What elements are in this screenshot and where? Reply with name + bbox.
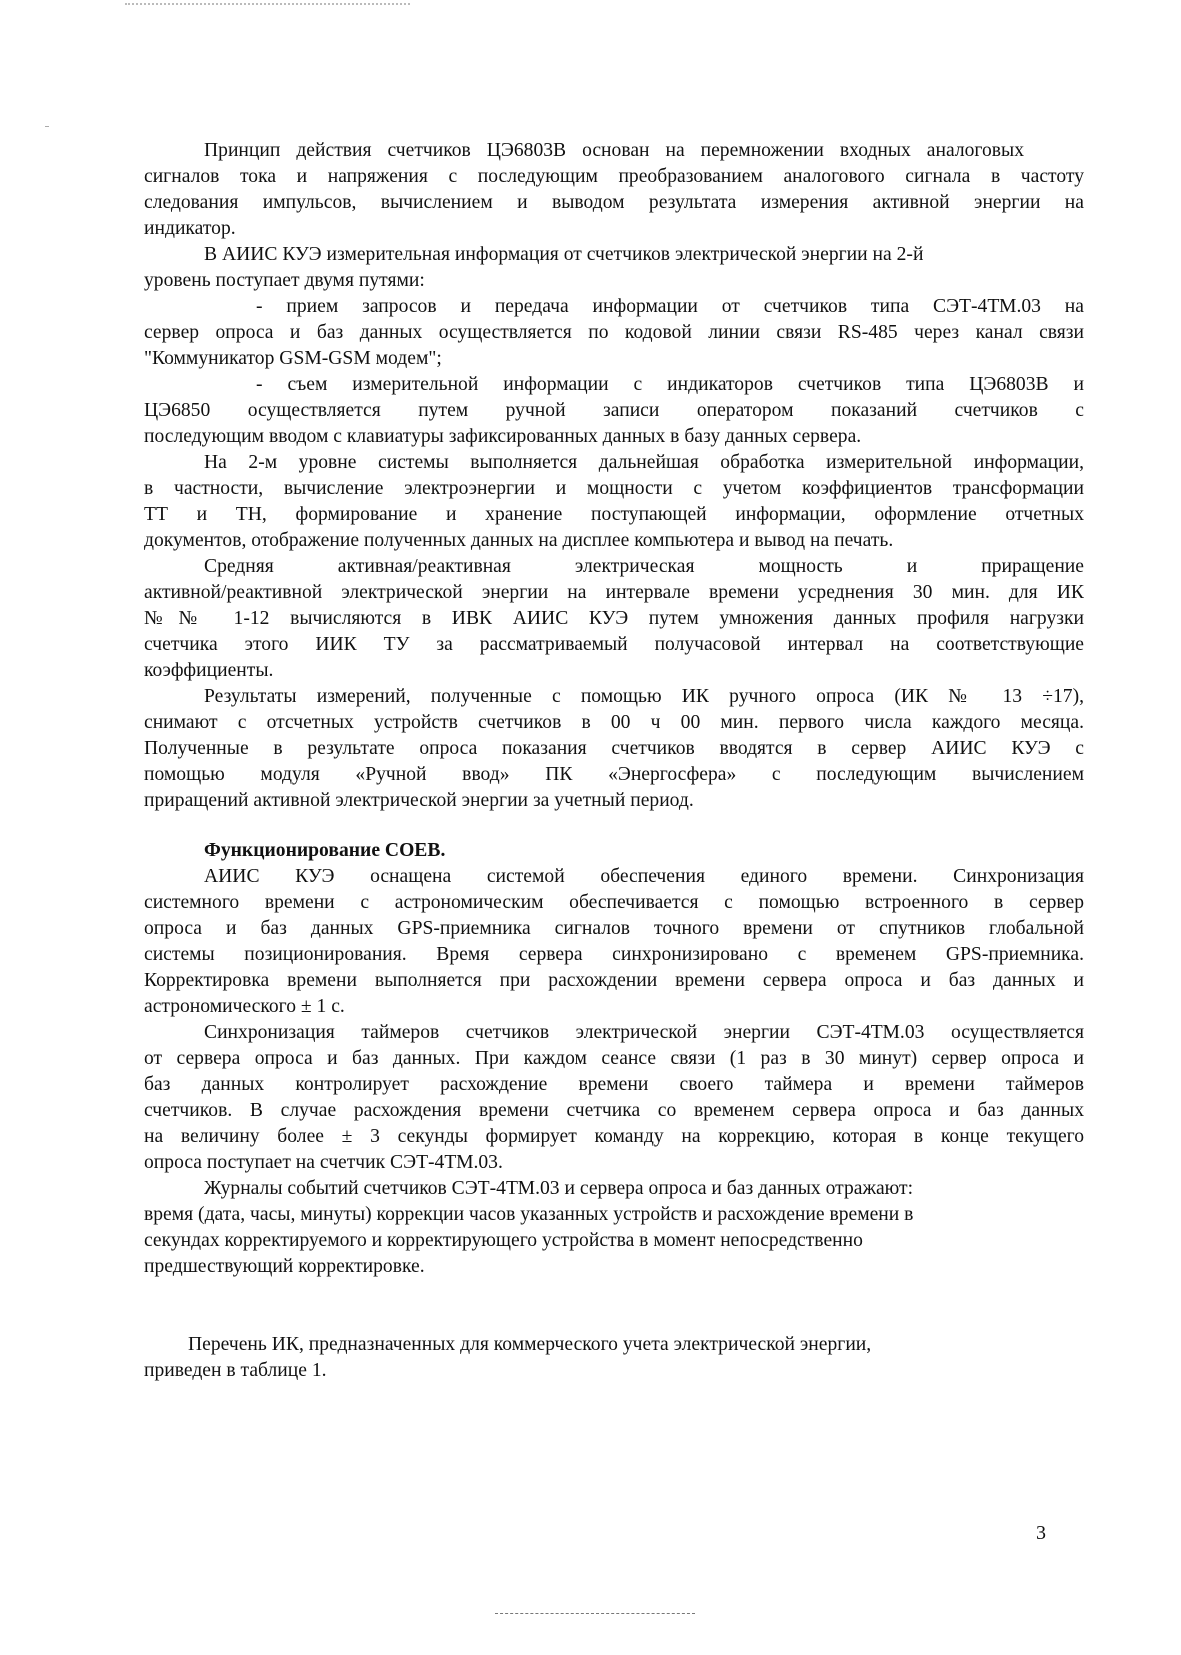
text-line: предшествующий корректировке. xyxy=(144,1256,425,1277)
text-line: последующим вводом с клавиатуры зафиксированных данных в базу данных сервера. xyxy=(144,426,862,447)
text-line: в частности, вычисление электроэнергии и мощности с учетом коэффициентов трансформации xyxy=(144,478,1084,499)
scan-artifact-top xyxy=(125,3,410,7)
text-line: сигналов тока и напряжения с последующим преобразованием аналогового сигнала в частоту xyxy=(144,166,1084,187)
page-number: 3 xyxy=(1036,1522,1046,1544)
text-line: счетчиков. В случае расхождения времени счетчика со временем сервера опроса и баз данных xyxy=(144,1100,1084,1121)
text-line: "Коммуникатор GSM-GSM модем"; xyxy=(144,348,442,369)
text-line: приведен в таблице 1. xyxy=(144,1360,327,1381)
section-heading: Функционирование СОЕВ. xyxy=(204,840,446,861)
text-line: опроса и баз данных GPS-приемника сигналов точного времени от спутников глобальной xyxy=(144,918,1084,939)
text-line: Синхронизация таймеров счетчиков электрической энергии СЭТ-4ТМ.03 осуществляется xyxy=(204,1022,1084,1043)
text-line: секундах корректируемого и корректирующего устройства в момент непосредственно xyxy=(144,1230,863,1251)
text-line: снимают с отсчетных устройств счетчиков в 00 ч 00 мин. первого числа каждого месяца. xyxy=(144,712,1084,733)
text-line: На 2-м уровне системы выполняется дальнейшая обработка измерительной информации, xyxy=(204,452,1084,473)
scan-artifact-footer xyxy=(495,1613,695,1615)
text-line: системного времени с астрономическим обеспечивается с помощью встроенного в сервер xyxy=(144,892,1084,913)
text-line: следования импульсов, вычислением и выводом результата измерения активной энергии на xyxy=(144,192,1084,213)
text-line: счетчика этого ИИК ТУ за рассматриваемый получасовой интервал на соответствующие xyxy=(144,634,1084,655)
text-line: Принцип действия счетчиков ЦЭ6803В основан на перемножении входных аналоговых xyxy=(204,140,1024,161)
scan-artifact-mark xyxy=(45,126,49,127)
text-line: индикатор. xyxy=(144,218,236,239)
list-item-line: - прием запросов и передача информации от счетчиков типа СЭТ-4ТМ.03 на xyxy=(256,296,1084,317)
text-line: документов, отображение полученных данных на дисплее компьютера и вывод на печать. xyxy=(144,530,894,551)
text-line: Корректировка времени выполняется при расхождении времени сервера опроса и баз данных и xyxy=(144,970,1084,991)
text-line: помощью модуля «Ручной ввод» ПК «Энергосфера» с последующим вычислением xyxy=(144,764,1084,785)
list-item-line: - съем измерительной информации с индикаторов счетчиков типа ЦЭ6803В и xyxy=(256,374,1084,395)
text-line: В АИИС КУЭ измерительная информация от счетчиков электрической энергии на 2-й xyxy=(204,244,924,265)
text-line: баз данных контролирует расхождение времени своего таймера и времени таймеров xyxy=(144,1074,1084,1095)
text-line: АИИС КУЭ оснащена системой обеспечения единого времени. Синхронизация xyxy=(204,866,1084,887)
text-line: ТТ и ТН, формирование и хранение поступающей информации, оформление отчетных xyxy=(144,504,1084,525)
text-line: №№ 1-12 вычисляются в ИВК АИИС КУЭ путем умножения данных профиля нагрузки xyxy=(144,608,1084,629)
text-line: Журналы событий счетчиков СЭТ-4ТМ.03 и сервера опроса и баз данных отражают: xyxy=(204,1178,914,1199)
text-line: системы позиционирования. Время сервера синхронизировано с временем GPS-приемника. xyxy=(144,944,1084,965)
text-line: опроса поступает на счетчик СЭТ-4ТМ.03. xyxy=(144,1152,503,1173)
text-line: Перечень ИК, предназначенных для коммерческого учета электрической энергии, xyxy=(188,1334,872,1355)
text-line: на величину более ± 3 секунды формирует команду на коррекцию, которая в конце текущего xyxy=(144,1126,1084,1147)
text-line: Средняя активная/реактивная электрическая мощность и приращение xyxy=(204,556,1084,577)
text-line: уровень поступает двумя путями: xyxy=(144,270,425,291)
text-line: сервер опроса и баз данных осуществляется по кодовой линии связи RS-485 через канал связи xyxy=(144,322,1084,343)
text-line: коэффициенты. xyxy=(144,660,274,681)
text-line: от сервера опроса и баз данных. При каждом сеансе связи (1 раз в 30 минут) сервер опроса и xyxy=(144,1048,1084,1069)
text-line: ЦЭ6850 осуществляется путем ручной записи оператором показаний счетчиков с xyxy=(144,400,1084,421)
text-line: Полученные в результате опроса показания счетчиков вводятся в сервер АИИС КУЭ с xyxy=(144,738,1084,759)
text-line: активной/реактивной электрической энергии на интервале времени усреднения 30 мин. для ИК xyxy=(144,582,1084,603)
text-line: Результаты измерений, полученные с помощью ИК ручного опроса (ИК № 13 ÷17), xyxy=(204,686,1084,707)
text-line: астрономического ± 1 с. xyxy=(144,996,345,1017)
text-line: время (дата, часы, минуты) коррекции часов указанных устройств и расхождение времени в xyxy=(144,1204,914,1225)
text-line: приращений активной электрической энергии за учетный период. xyxy=(144,790,694,811)
